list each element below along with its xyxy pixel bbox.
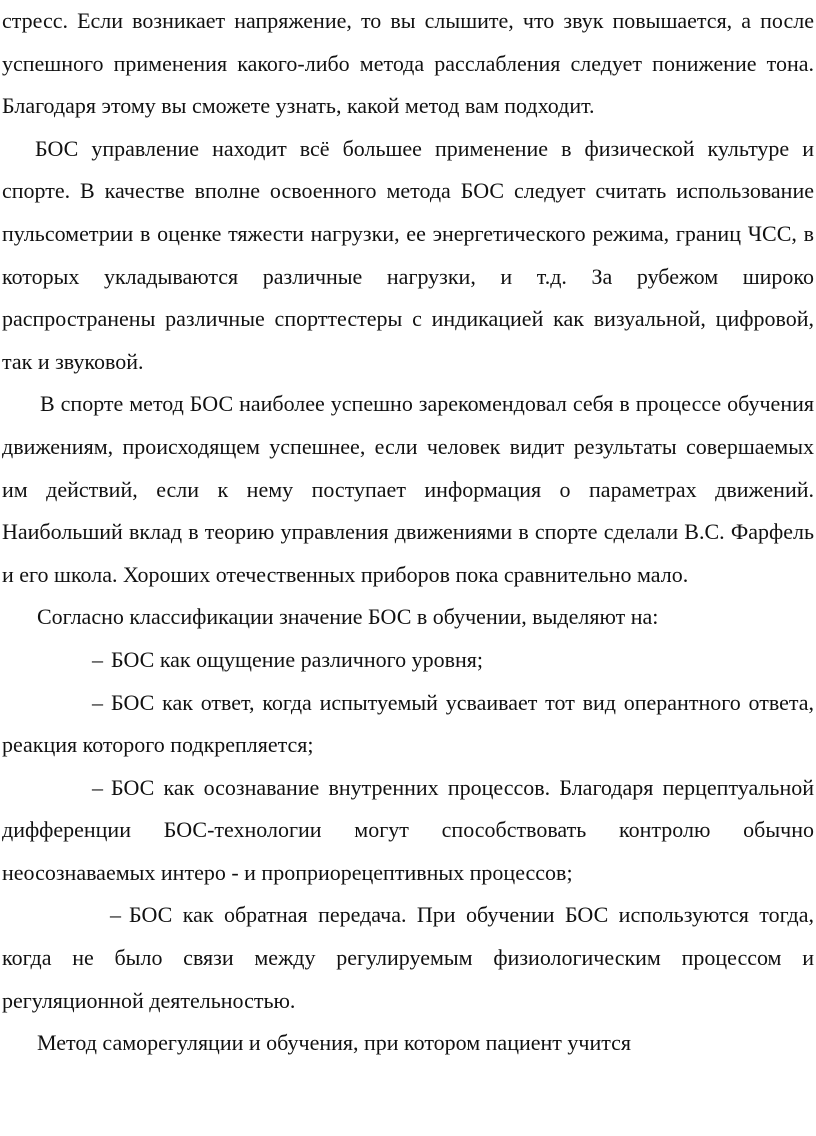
list-item-1 xyxy=(2,639,814,682)
paragraph-1: стресс. Если возникает напряжение, то вы слышите, что звук повышается, а после успешного применения какого-либо метода расслабления следует понижение тона. Благодаря этому вы сможете узнать, какой метод вам подходит. xyxy=(2,8,814,119)
paragraph-3: В спорте метод БОС наиболее успешно зарекомендовал себя в процессе обучения движениям, происходящем успешнее, если человек видит результаты совершаемых им действий, если к нему поступает информация о параметрах движений. Наибольший вклад в теорию управления движениями в спорте сделали В.С. Фарфель и его школа. Хороших отечественных приборов пока сравнительно мало. xyxy=(2,391,814,587)
dash-marker: – xyxy=(92,774,103,800)
list-item-4 xyxy=(2,894,814,1022)
closing-paragraph: Метод саморегуляции и обучения, при котором пациент учится xyxy=(37,1030,631,1056)
dash-marker: – xyxy=(110,902,121,928)
list-item-text: БОС как ощущение различного уровня; xyxy=(111,646,483,672)
paragraph-2: БОС управление находит всё большее применение в физической культуре и спорте. В качестве вполне освоенного метода БОС следует считать использование пульсометрии в оценке тяжести нагрузки, ее энергетического режима, границ ЧСС, в которых укладываются различные нагрузки, и т.д. За рубежом широко распространены различные спорттестеры с индикацией как визуальной, цифровой, так и звуковой. xyxy=(2,135,814,374)
paragraph-4: Согласно классификации значение БОС в обучении, выделяют на: xyxy=(37,604,659,630)
list-item-text: БОС как ответ, когда испытуемый усваивает тот вид оперантного ответа, реакция которого подкрепляется; xyxy=(2,689,814,758)
list-item-3 xyxy=(2,767,814,895)
list-item-2 xyxy=(2,682,814,767)
dash-marker: – xyxy=(92,646,103,672)
list-item-text: БОС как обратная передача. При обучении БОС используются тогда, когда не было связи между регулируемым физиологическим процессом и регуляционной деятельностью. xyxy=(2,902,814,1013)
dash-marker: – xyxy=(92,689,103,715)
list-item-text: БОС как осознавание внутренних процессов. Благодаря перцептуальной дифференции БОС-технологии могут способствовать контролю обычно неосознаваемых интеро - и проприорецептивных процессов; xyxy=(2,774,814,885)
